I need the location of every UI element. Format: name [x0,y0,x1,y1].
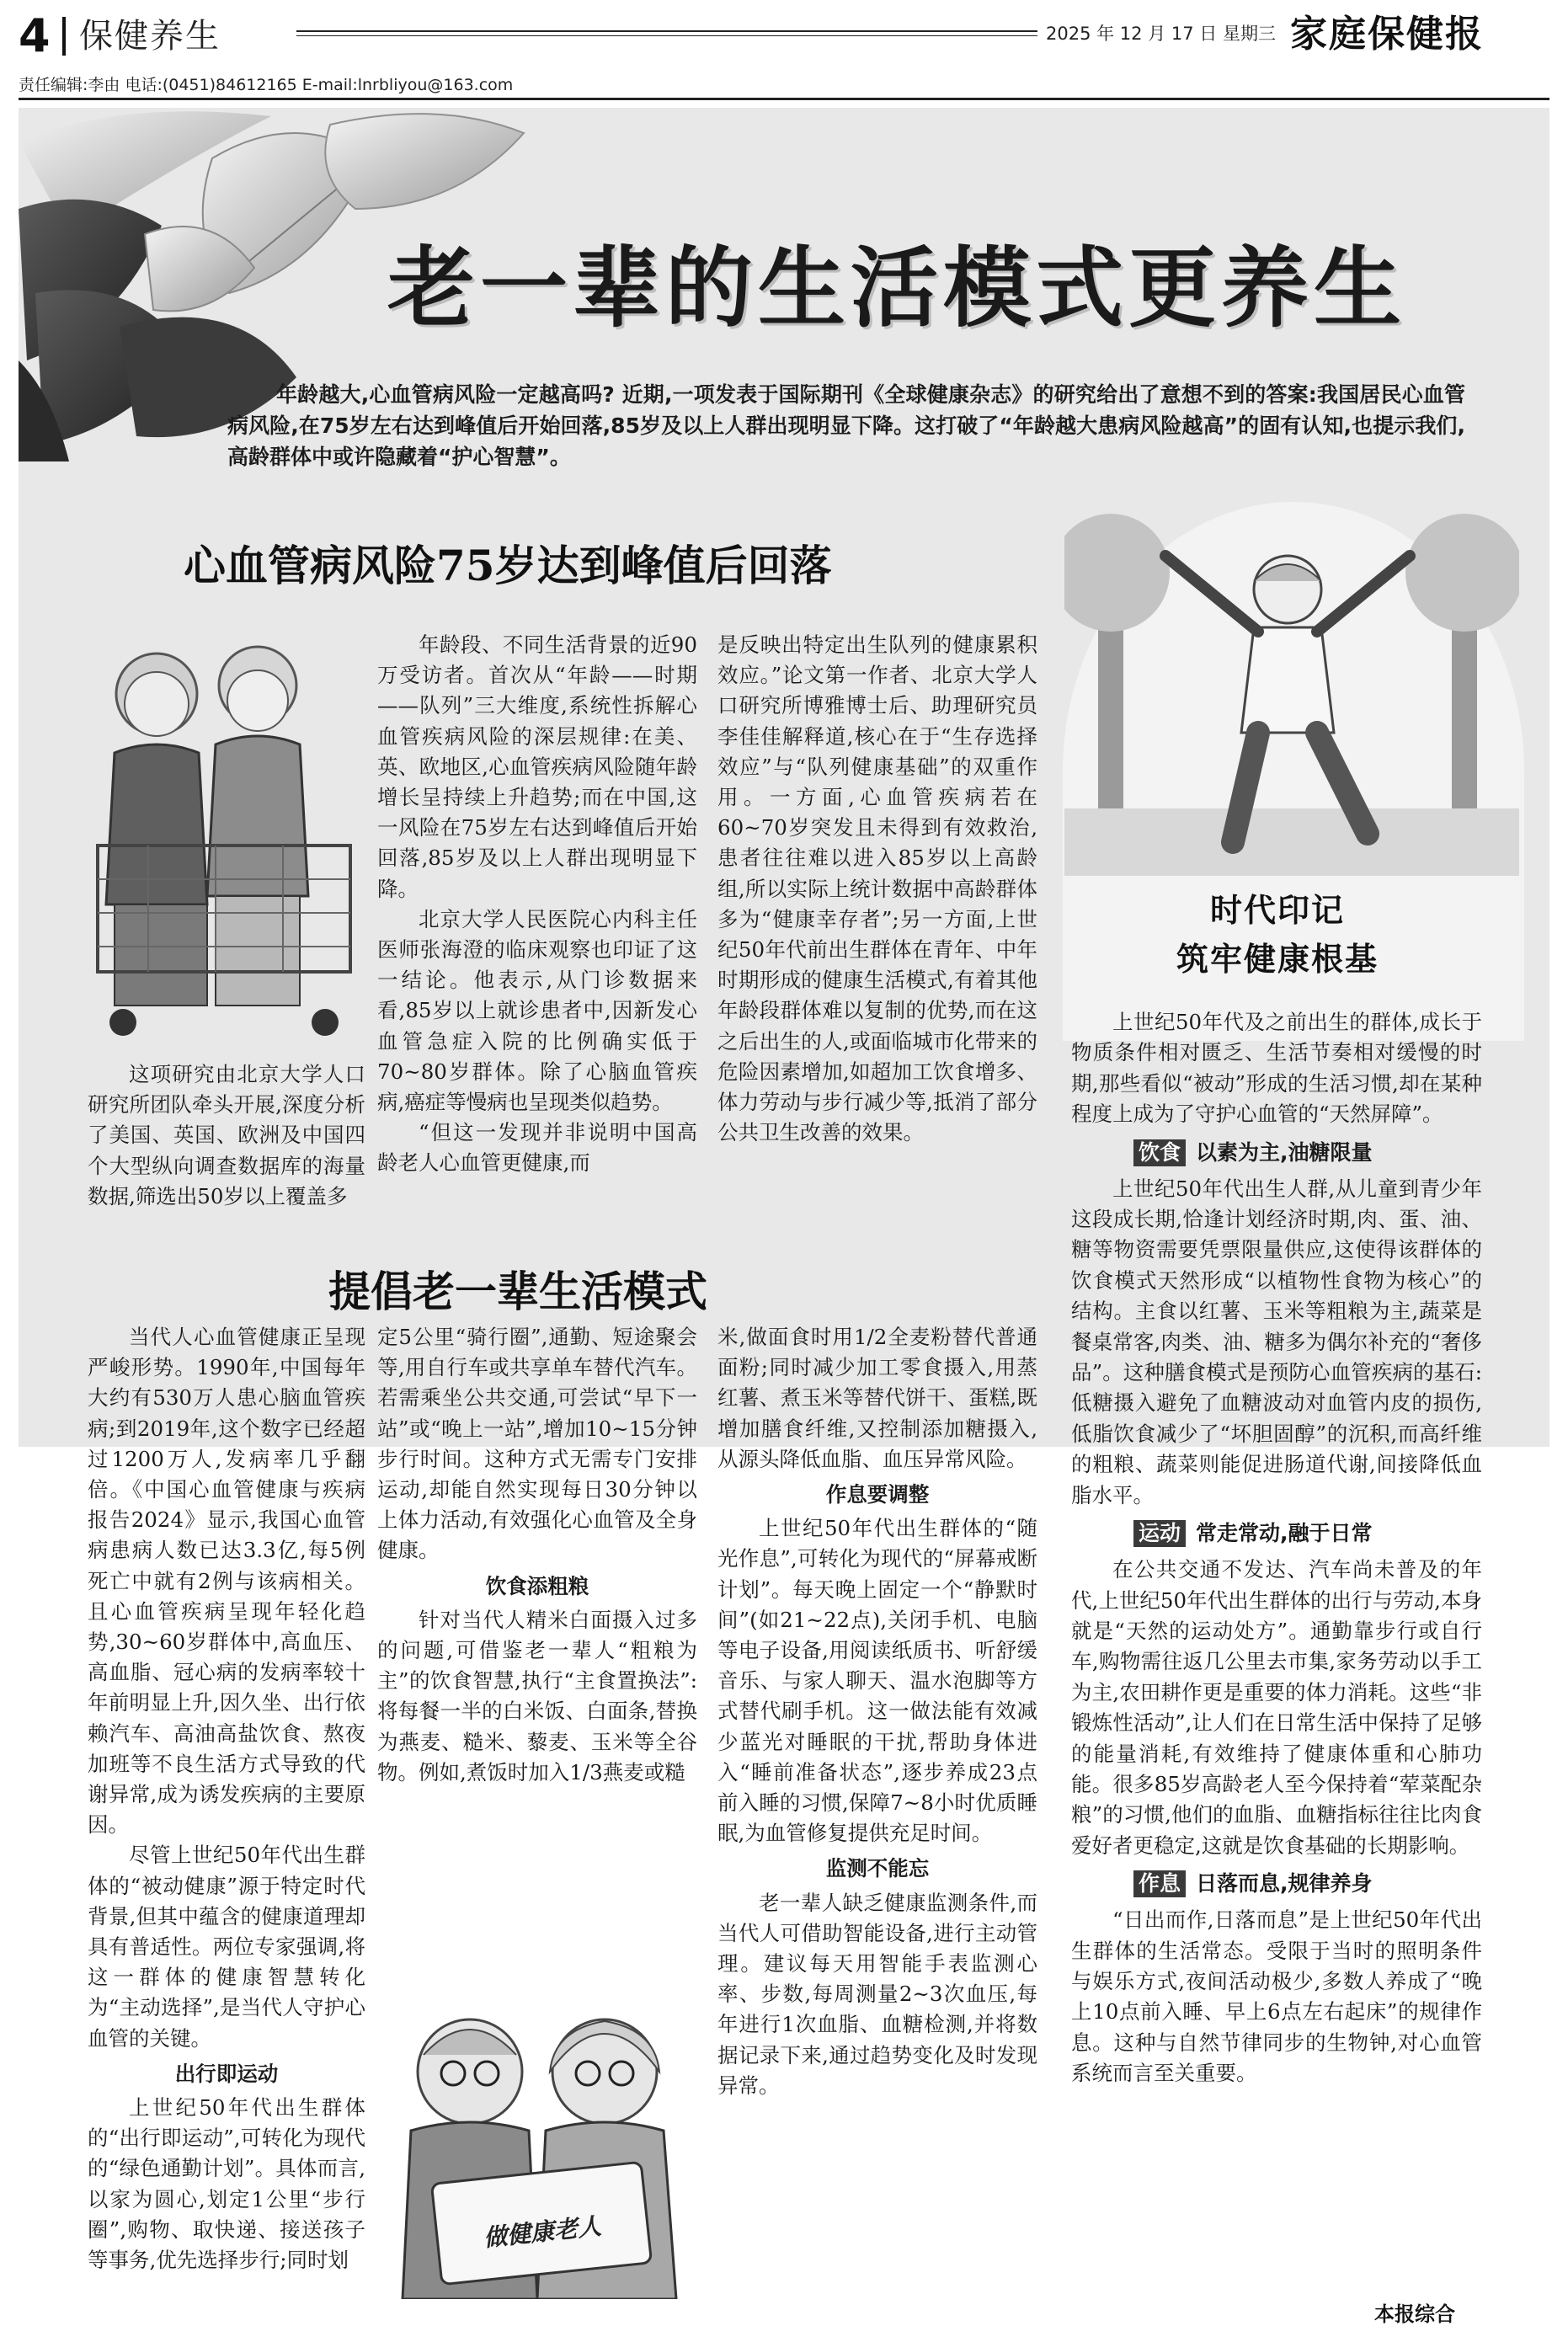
header-rule-thin [296,35,1037,36]
section2-title: 提倡老一辈生活模式 [328,1267,707,1316]
article-lead: 年龄越大,心血管病风险一定越高吗? 近期,一项发表于国际期刊《全球健康杂志》的研究给出了意想不到的答案:我国居民心血管病风险,在75岁左右达到峰值后开始回落,85岁及以上人群出现明显下降。这打破了“年龄越大患病风险越高”的固有认知,也提示我们,高龄群体中或许隐藏着“护心智慧”。 [227,382,1465,469]
paragraph: 上世纪50年代出生群体的“出行即运动”,可转化为现代的“绿色通勤计划”。具体而言,以家为圆心,划定1公里“步行圈”,购物、取快递、接送孩子等事务,优先选择步行;同时划 [88,2095,365,2273]
sidebar-title-line2: 筑牢健康根基 [1176,940,1379,978]
paragraph: 尽管上世纪50年代出生群体的“被动健康”源于特定时代背景,但其中蕴含的健康道理却具有普适性。两位专家强调,将这一群体的健康智慧转化为“主动选择”,是当代人守护心血管的关键。 [88,1843,365,2051]
masthead: 家庭保健报 [1290,13,1484,56]
paragraph: 米,做面食时用1/2全麦粉替代普通面粉;同时减少加工零食摄入,用蒸红薯、煮玉米等替代饼干、蛋糕,既增加膳食纤维,又控制添加糖摄入,从源头降低血脂、血压异常风险。 [717,1325,1037,1471]
subheading-monitor: 监测不能忘 [825,1856,930,1881]
section-name: 保健养生 [79,17,221,56]
sidebar-intro: 上世纪50年代及之前出生的群体,成长于物质条件相对匮乏、生活节奏相对缓慢的时期,那些看似“被动”形成的生活习惯,却在某种程度上成为了守护心血管的“天然屏障”。 [1071,1010,1482,1127]
sidebar-item-diet-heading [1071,1137,1482,1169]
paragraph: 是反映出特定出生队列的健康累积效应。”论文第一作者、北京大学人口研究所博雅博士后、助理研究员李佳佳解释道,核心在于“生存选择效应”与“队列健康基础”的双重作用。一方面,心血管疾病若在60~70岁突发且未得到有效救治,患者往往难以进入85岁以上高龄组,所以实际上统计数据中高龄群体多为“健康幸存者”;另一方面,上世纪50年代前出生群体在青年、中年时期形成的健康生活模式,有着其他年龄段群体难以复制的优势,而在这之后出生的人,或面临城市化带来的危险因素增加,如超加工饮食增多、体力劳动与步行减少等,抵消了部分公共卫生改善的效果。 [717,632,1037,1145]
editor-credit: 责任编辑:李由 电话:(0451)84612165 E-mail:lnrbliyou@163.com [19,76,514,94]
rest-heading: 日落而息,规律养身 [1196,1871,1373,1897]
section1-column3 [717,630,1037,1236]
page-number-divider [62,17,66,56]
diet-tag: 饮食 [1133,1139,1186,1166]
section1-column1 [88,1059,365,1236]
diet-heading: 以素为主,油糖限量 [1196,1139,1373,1165]
article-title: 老一辈的生活模式更养生 [387,236,1407,339]
paragraph: “但这一发现并非说明中国高龄老人心血管更健康,而 [377,1120,697,1176]
paragraph: 年龄段、不同生活背景的近90万受访者。首次从“年龄——时期——队列”三大维度,系统性拆解心血管疾病风险的深层规律:在美、英、欧地区,心血管疾病风险随年龄增长呈持续上升趋势;而在中国,这一风险在75岁左右达到峰值后开始回落,85岁及以上人群出现明显下降。 [377,632,697,901]
paragraph: 这项研究由北京大学人口研究所团队牵头开展,深度分析了美国、英国、欧洲及中国四个大型纵向调查数据库的海量数据,筛选出50岁以上覆盖多 [88,1062,365,1208]
page-number: 4 [19,9,51,62]
subheading-diet: 饮食添粗粮 [485,1573,589,1598]
credit-rule [19,98,1549,100]
elderly-man-exercising-illustration [1064,505,1519,876]
paragraph: 老一辈人缺乏健康监测条件,而当代人可借助智能设备,进行主动管理。建议每天用智能手表监测心率、步数,每周测量2~3次血压,每年进行1次血脂、血糖检测,并将数据记录下来,通过趋势变化及时发现异常。 [717,1890,1037,2098]
section2-column2 [377,1322,697,1996]
byline: 本报综合 [1374,2302,1455,2326]
paragraph: 定5公里“骑行圈”,通勤、短途聚会等,用自行车或共享单车替代汽车。若需乘坐公共交通,可尝试“早下一站”或“晚上一站”,增加10~15分钟步行时间。这种方式无需专门安排运动,却能自然实现每日30分钟以上体力活动,有效强化心血管及全身健康。 [377,1325,697,1563]
exercise-tag: 运动 [1133,1520,1186,1547]
sidebar-item-exercise-heading [1071,1518,1482,1550]
section1-column2 [377,630,697,1236]
section2-column3 [717,1322,1037,2299]
sidebar-item-rest-text: “日出而作,日落而息”是上世纪50年代出生群体的生活常态。受限于当时的照明条件与娱乐方式,夜间活动极少,多数人养成了“晚上10点前入睡、早上6点左右起床”的规律作息。这种与自然节律同步的生物钟,对心血管系统而言至关重要。 [1071,1907,1482,2086]
header-rule [296,30,1037,32]
paragraph: 针对当代人精米白面摄入过多的问题,可借鉴老一辈人“粗粮为主”的饮食智慧,执行“主食置换法”:将每餐一半的白米饭、白面条,替换为燕麦、糙米、藜麦、玉米等全谷物。例如,煮饭时加入1/3燕麦或糙 [377,1607,697,1785]
paragraph: 当代人心血管健康正呈现严峻形势。1990年,中国每年大约有530万人患心脑血管疾病;到2019年,这个数字已经超过1200万人,发病率几乎翻倍。《中国心血管健康与疾病报告2024》显示,我国心血管病患病人数已达3.3亿,每5例死亡中就有2例与该病相关。且心血管疾病呈现年轻化趋势,30~60岁群体中,高血压、高血脂、冠心病的发病率较十年前明显上升,因久坐、出行依赖汽车、高油高盐饮食、熬夜加班等不良生活方式导致的代谢异常,成为诱发疾病的主要原因。 [88,1325,365,1838]
subheading-rest: 作息要调整 [825,1482,930,1507]
exercise-heading: 常走常动,融于日常 [1196,1521,1373,1546]
sidebar-title [1080,886,1475,984]
elderly-couple-shopping-cart-illustration [81,627,367,1048]
sidebar-item-diet-text: 上世纪50年代出生人群,从儿童到青少年这段成长期,恰逢计划经济时期,肉、蛋、油、糖等物资需要凭票限量供应,这使得该群体的饮食模式天然形成“以植物性食物为核心”的结构。主食以红薯、玉米等粗粮为主,蔬菜是餐桌常客,肉类、油、糖多为偶尔补充的“奢侈品”。这种膳食模式是预防心血管疾病的基石:低糖摄入避免了血糖波动对血管内皮的损伤,低脂饮食减少了“坏胆固醇”的沉积,而高纤维的粗粮、蔬菜则能促进肠道代谢,间接降低血脂水平。 [1071,1176,1482,1507]
paragraph: 上世纪50年代出生群体的“随光作息”,可转化为现代的“屏幕戒断计划”。每天晚上固定一个“静默时间”(如21~22点),关闭手机、电脑等电子设备,用阅读纸质书、听舒缓音乐、与家人聊天、温水泡脚等方式替代刷手机。这一做法能有效减少蓝光对睡眠的干扰,帮助身体进入“睡前准备状态”,逐步养成23点前入睡的习惯,保障7~8小时优质睡眠,为血管修复提供充足时间。 [717,1516,1037,1846]
paragraph: 北京大学人民医院心内科主任医师张海澄的临床观察也印证了这一结论。他表示,从门诊数据来看,85岁以上就诊患者中,因新发心血管急症入院的比例确实低于70~80岁群体。除了心脑血管疾病,癌症等慢病也呈现类似趋势。 [377,906,697,1115]
sidebar-title-line1: 时代印记 [1209,891,1345,929]
page-header [19,9,1549,71]
illustration-caption: 做健康老人 [482,2211,603,2253]
issue-date: 2025 年 12 月 17 日 星期三 [1046,24,1276,44]
sidebar-item-rest-heading [1071,1868,1482,1900]
subheading-travel: 出行即运动 [174,2061,279,2086]
section1-title: 心血管病风险75岁达到峰值后回落 [184,541,832,590]
sidebar-column [1071,1007,1482,2287]
sidebar-item-exercise-text: 在公共交通不发达、汽车尚未普及的年代,上世纪50年代出生群体的出行与劳动,本身就是“天然的运动处方”。通勤靠步行或自行车,购物需往返几公里去市集,家务劳动以手工为主,农田耕作更是重要的体力消耗。这些“非锻炼性活动”,让人们在日常生活中保持了足够的能量消耗,有效维持了健康体重和心肺功能。很多85岁高龄老人至今保持着“荤菜配杂粮”的习惯,他们的血脂、血糖指标往往比肉食爱好者更稳定,这就是饮食基础的长期影响。 [1071,1557,1482,1858]
section2-column1 [88,1322,365,2299]
rest-tag: 作息 [1133,1870,1186,1897]
elderly-couple-holding-sign-illustration [377,2004,706,2299]
